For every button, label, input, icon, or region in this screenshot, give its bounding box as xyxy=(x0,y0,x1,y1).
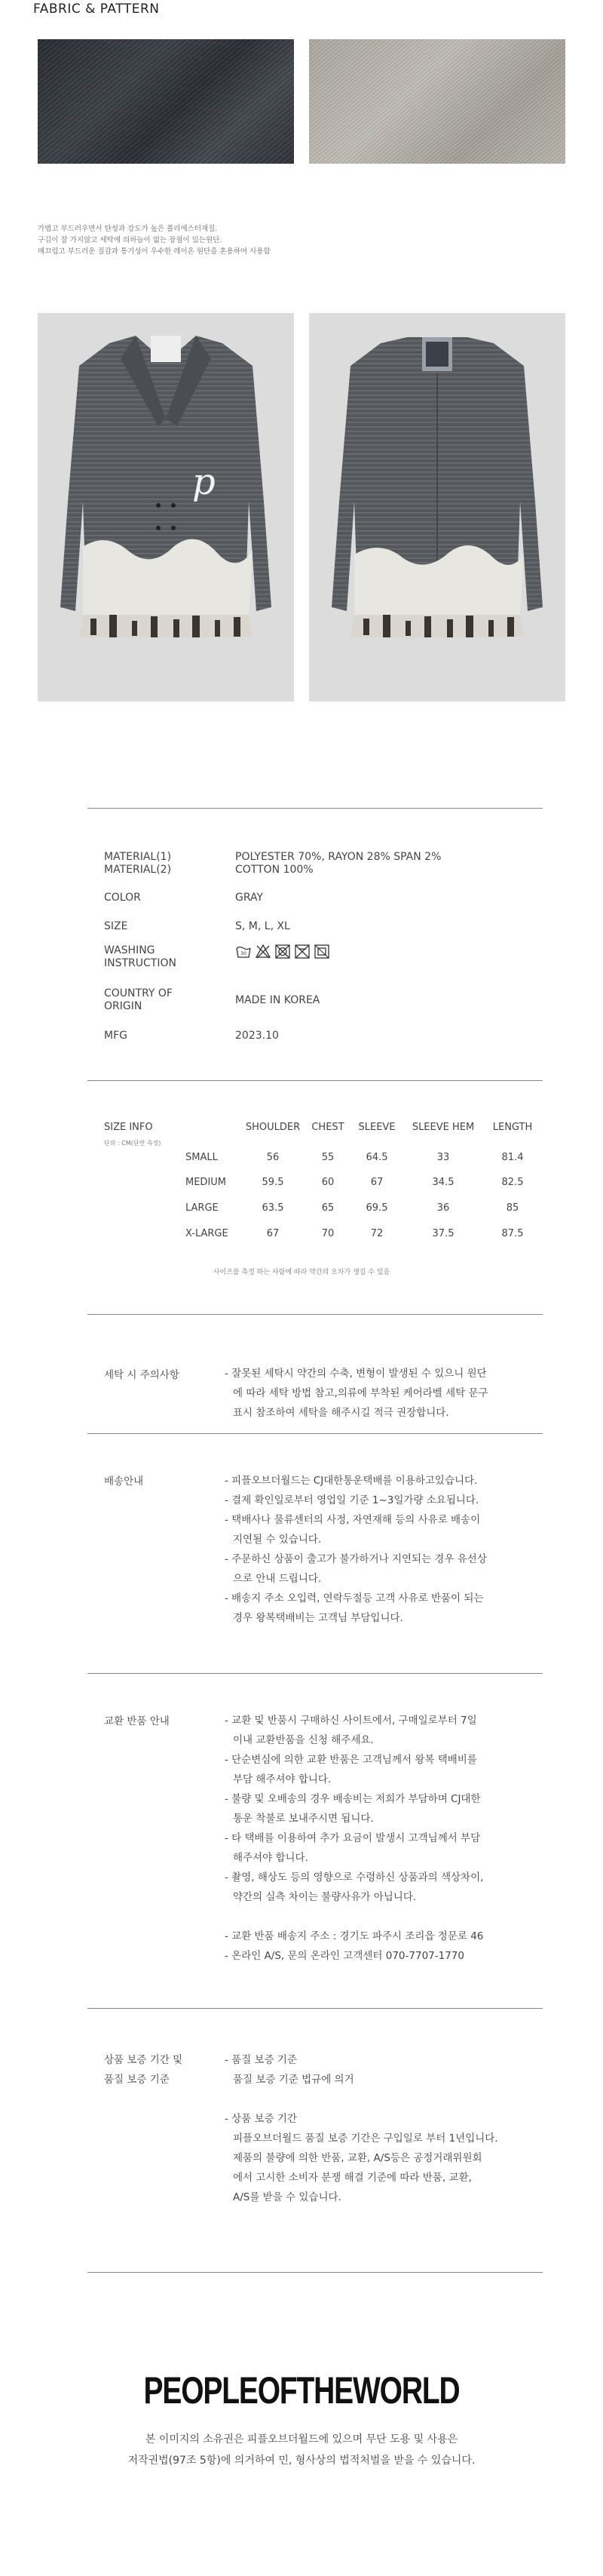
svg-text:p: p xyxy=(192,461,216,503)
dry-icon xyxy=(314,943,330,959)
divider xyxy=(87,2008,543,2009)
warranty-body xyxy=(225,2050,541,2207)
size-cell: 81.4 xyxy=(501,1152,524,1163)
info-line: 지연될 수 있습니다. xyxy=(233,1534,322,1546)
info-line: - 품질 보증 기준 xyxy=(225,2054,297,2066)
country-value: MADE IN KOREA xyxy=(235,994,320,1006)
size-cell: 60 xyxy=(321,1177,335,1188)
country-label-2: ORIGIN xyxy=(104,1000,142,1012)
info-line: - 촬영, 해상도 등의 영향으로 수령하신 상품과의 색상차이, xyxy=(225,1871,484,1884)
country-label: COUNTRY OF xyxy=(104,987,173,999)
info-line: A/S를 받을 수 있습니다. xyxy=(233,2191,341,2203)
copyright-line: 본 이미지의 소유권은 피플오브더월드에 있으며 무단 도용 및 사용은 xyxy=(145,2433,458,2446)
size-cell: 36 xyxy=(436,1202,450,1214)
material1-label: MATERIAL(1) xyxy=(104,851,172,863)
no-bleach-icon xyxy=(255,943,271,959)
jacket-back-photo xyxy=(309,313,565,702)
no-dry-clean-icon xyxy=(294,943,311,959)
size-cell: 87.5 xyxy=(501,1228,524,1239)
info-line: 해주셔야 합니다. xyxy=(233,1852,308,1864)
warranty-title: 상품 보증 기간 및 xyxy=(104,2054,183,2066)
size-cell: 59.5 xyxy=(262,1177,284,1188)
divider xyxy=(87,1314,543,1315)
size-cell: 65 xyxy=(321,1202,335,1214)
washing-caution-title: 세탁 시 주의사항 xyxy=(104,1369,179,1381)
info-line: 이내 교환반품을 신청 해주세요. xyxy=(233,1734,374,1746)
info-line xyxy=(225,1907,541,1927)
divider xyxy=(87,2272,543,2273)
column-header: SLEEVE HEM xyxy=(412,1122,475,1133)
color-label: COLOR xyxy=(104,892,141,904)
jacket-front-photo xyxy=(38,313,294,702)
info-line: - 배송지 주소 오입력, 연락두절등 고객 사유로 반품이 되는 xyxy=(225,1592,484,1604)
size-row-label: X-LARGE xyxy=(185,1228,228,1239)
info-line: 부담 해주셔야 합니다. xyxy=(233,1773,332,1785)
info-line: 에서 고시한 소비자 분쟁 해결 기준에 따라 반품, 교환, xyxy=(233,2172,472,2184)
material2-label: MATERIAL(2) xyxy=(104,864,172,876)
size-cell: 33 xyxy=(436,1152,450,1163)
size-cell: 67 xyxy=(266,1228,280,1239)
size-row-label: LARGE xyxy=(185,1202,219,1214)
fabric-swatch-light xyxy=(309,39,565,164)
column-header: CHEST xyxy=(311,1122,344,1133)
info-line: 으로 안내 드립니다. xyxy=(233,1573,322,1585)
brand-logo: PEOPLEOFTHEWORLD xyxy=(143,2369,460,2412)
shipping-body xyxy=(225,1471,541,1628)
copyright-line: 저작권법(97조 5항)에 의거하여 민, 형사상의 법적처벌을 받을 수 있습니다. xyxy=(127,2455,476,2467)
section-title: FABRIC & PATTERN xyxy=(33,2,160,17)
returns-body xyxy=(225,1711,541,1966)
size-label: SIZE xyxy=(104,920,128,932)
washing-caution-body xyxy=(225,1364,541,1423)
info-line: - 온라인 A/S, 문의 온라인 고객센터 070-7707-1770 xyxy=(225,1950,464,1962)
info-line: 통운 착불로 보내주시면 됩니다. xyxy=(233,1813,374,1825)
divider xyxy=(87,808,543,809)
info-line: - 교환 및 반품시 구매하신 사이트에서, 구매일로부터 7일 xyxy=(225,1715,477,1727)
info-line: 약간의 실측 차이는 불량사유가 아닙니다. xyxy=(233,1891,417,1903)
info-line: - 택배사나 물류센터의 사정, 자연재해 등의 사유로 배송이 xyxy=(225,1514,481,1526)
size-row-label: MEDIUM xyxy=(185,1177,227,1188)
size-cell: 34.5 xyxy=(432,1177,455,1188)
info-line: 경우 왕복택배비는 고객님 부담입니다. xyxy=(233,1612,403,1624)
size-info-unit: 단위 : CM(단면 측정) xyxy=(104,1140,161,1147)
info-line: - 타 택배를 이용하여 추가 요금이 발생시 고객님께서 부담 xyxy=(225,1832,481,1844)
info-line: 품질 보증 기준 법규에 의거 xyxy=(233,2074,354,2086)
svg-text:30: 30 xyxy=(240,951,246,956)
info-line: - 잘못된 세탁시 약간의 수축, 변형이 발생된 수 있으니 원단 xyxy=(225,1368,487,1380)
material2-value: COTTON 100% xyxy=(235,864,314,876)
size-row-label: SMALL xyxy=(185,1152,218,1163)
mfg-value: 2023.10 xyxy=(235,1030,279,1042)
size-cell: 72 xyxy=(370,1228,384,1239)
hand-wash-icon xyxy=(235,943,252,959)
divider xyxy=(87,1433,543,1434)
fabric-description-line: 매끄럽고 부드러운 질감과 통기성이 우수한 레이온 원단을 혼용하여 사용함 xyxy=(38,247,271,256)
size-cell: 67 xyxy=(370,1177,384,1188)
size-cell: 63.5 xyxy=(262,1202,284,1214)
info-line: - 주문하신 상품이 출고가 불가하거나 지연되는 경우 유선상 xyxy=(225,1553,487,1565)
returns-title: 교환 반품 안내 xyxy=(104,1715,170,1727)
material1-value: POLYESTER 70%, RAYON 28% SPAN 2% xyxy=(235,851,442,863)
info-line: - 상품 보증 기간 xyxy=(225,2113,297,2125)
size-cell: 70 xyxy=(321,1228,335,1239)
color-value: GRAY xyxy=(235,892,264,904)
info-line: 표시 참조하여 세탁을 해주시길 적극 권장합니다. xyxy=(233,1407,449,1419)
info-line xyxy=(225,2089,541,2109)
info-line: - 불량 및 오배송의 경우 배송비는 저희가 부담하며 CJ대한 xyxy=(225,1793,481,1805)
column-header: LENGTH xyxy=(492,1122,533,1133)
washing-label: WASHING xyxy=(104,944,155,956)
column-header: SHOULDER xyxy=(245,1122,301,1133)
info-line: - 결제 확인일로부터 영업일 기준 1~3일가량 소요됩니다. xyxy=(225,1494,479,1506)
info-line: 제품의 불량에 의한 반품, 교환, A/S등은 공정거래위원회 xyxy=(233,2152,482,2164)
size-cell: 56 xyxy=(266,1152,280,1163)
no-tumble-dry-icon xyxy=(274,943,291,959)
divider xyxy=(87,1673,543,1674)
info-line: - 교환 반품 배송지 주소 : 경기도 파주시 조리읍 정문로 46 xyxy=(225,1930,484,1942)
info-line: 에 따라 세탁 방법 참고,의류에 부착된 케어라벨 세탁 문구 xyxy=(233,1387,488,1399)
size-info-title: SIZE INFO xyxy=(104,1122,153,1133)
size-note: 사이즈를 측정 하는 사람에 따라 약간의 오차가 생길 수 있음 xyxy=(213,1269,390,1276)
warranty-title-2: 품질 보증 기준 xyxy=(104,2074,170,2086)
shipping-title: 배송안내 xyxy=(104,1475,144,1488)
size-cell: 69.5 xyxy=(366,1202,388,1214)
fabric-description-line: 구김이 잘 가지않고 세탁에 의하늘이 없는 장점이 있는원단. xyxy=(38,236,222,244)
size-cell: 37.5 xyxy=(432,1228,455,1239)
info-line: - 단순변심에 의한 교환 반품은 고객님께서 왕복 택배비를 xyxy=(225,1754,477,1766)
divider xyxy=(87,1080,543,1081)
info-line: 피플오브더월드 품질 보증 기간은 구입일로 부터 1년입니다. xyxy=(233,2132,498,2145)
fabric-swatch-dark xyxy=(38,39,294,164)
info-line: - 피플오브더월드는 CJ대한통운택배를 이용하고있습니다. xyxy=(225,1475,478,1487)
washing-label-2: INSTRUCTION xyxy=(104,957,176,969)
size-cell: 82.5 xyxy=(501,1177,524,1188)
size-cell: 55 xyxy=(321,1152,335,1163)
size-value: S, M, L, XL xyxy=(235,920,290,932)
fabric-description-line: 가볍고 부드러우면서 탄성과 강도가 높은 폴리에스터재질. xyxy=(38,225,218,233)
washing-icons xyxy=(235,943,330,959)
fabric-description xyxy=(38,223,309,257)
column-header: SLEEVE xyxy=(358,1122,396,1133)
mfg-label: MFG xyxy=(104,1030,127,1042)
size-cell: 64.5 xyxy=(366,1152,388,1163)
size-cell: 85 xyxy=(506,1202,519,1214)
